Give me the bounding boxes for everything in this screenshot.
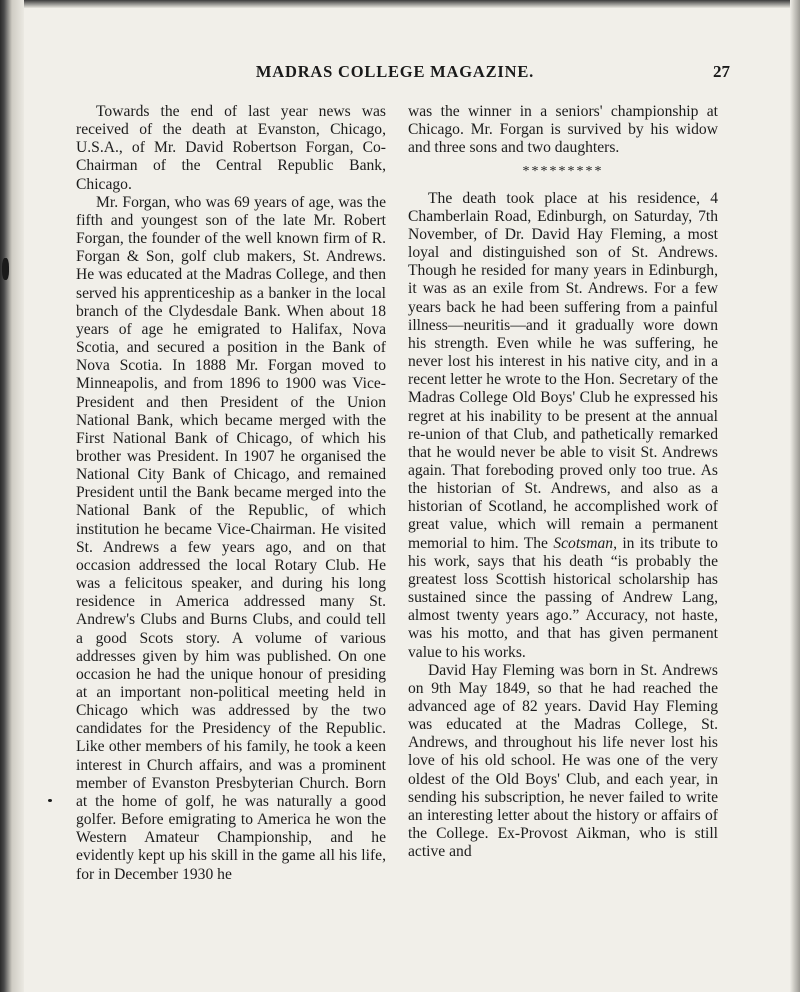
page-right-edge (790, 0, 800, 992)
forgan-biography-paragraph: Mr. Forgan, who was 69 years of age, was the fifth and youngest son of the late Mr. Robert Forgan, the founder of the well known firm of R. Forgan & Son, golf club makers, St. Andrews. He was educated at the Madras College, and then served his apprenticeship as a banker in the local branch of the Clydesdale Bank. When about 18 years of age he emigrated to Halifax, Nova Scotia, and secured a position in the Bank of Nova Scotia. In 1888 Mr. Forgan moved to Minneapolis, and from 1896 to 1900 was Vice-President and then President of the Union National Bank, which became merged with the First National Bank of Chicago, of which his brother was President. In 1907 he organised the National City Bank of Chicago, and remained President until the Bank became merged into the National Bank of the Republic, of which institution he became Vice-Chairman. He visited St. Andrews a few years ago, and on that occasion addressed the local Rotary Club. He was a felicitous speaker, and during his long residence in America addressed many St. Andrew's Clubs and Burns Clubs, and could tell a good Scots story. A volume of various addresses given by him was published. On one occasion he had the unique honour of presiding at an important non-political meeting held in Chicago which was addressed by the two candidates for the Presidency of the Republic. Like other members of his family, he took a keen interest in Church affairs, and was a prominent member of Evanston Presbyterian Church. Born at the home of golf, he was naturally a good golfer. Before emigrating to America he won the Western Amateur Championship, and he evidently kept up his skill in the game all his life, for in December 1930 he (76, 193, 386, 883)
magazine-title: MADRAS COLLEGE MAGAZINE. (255, 62, 535, 81)
fleming-biography-paragraph: David Hay Fleming was born in St. Andrews on 9th May 1849, so that he had reached the advanced age of 82 years. David Hay Fleming was educated at the Madras College, St. Andrews, and throughout his life never lost his love of his old school. He was one of the very oldest of the Old Boys' Club, and each year, in sending his subscription, he never failed to write an interesting letter about the history or affairs of the College. Ex-Provost Aikman, who is still active and (408, 661, 718, 861)
forgan-continued-paragraph: was the winner in a seniors' championship at Chicago. Mr. Forgan is survived by his widow and three sons and two daughters. (408, 103, 718, 157)
ink-smudge (2, 258, 9, 280)
left-column (76, 103, 386, 884)
ink-speck (48, 799, 52, 802)
page-top-edge (0, 0, 800, 8)
fleming-text-after: in its tribute to his work, says that his death “is probably the greatest loss Scottish historical scholarship has sustained since the passing of Andrew Lang, almost twenty years ago.” Accuracy, not haste, was his motto, and that has given permanent value to his works. (408, 534, 718, 661)
running-header (60, 62, 730, 86)
book-spine-shadow (0, 0, 24, 992)
fleming-death-paragraph (408, 190, 718, 662)
page-number: 27 (713, 62, 730, 81)
right-column (408, 103, 718, 861)
scotsman-italic: Scotsman, (553, 534, 617, 552)
fleming-text-before: The death took place at his residence, 4 Chamberlain Road, Edinburgh, on Saturday, 7th November, of Dr. David Hay Fleming, a most loyal and distinguished son of St. Andrews. Though he resided for many years in Edinburgh, it was as an exile from St. Andrews. For a few years back he had been suffering from a painful illness—neuritis—and it gradually wore down his strength. Even while he was suffering, he never lost his interest in his native city, and in a recent letter he wrote to the Hon. Secretary of the Madras College Old Boys' Club he expressed his regret at his inability to be present at the annual re-union of that Club, and pathetically remarked that he would never be able to visit St. Andrews again. That foreboding proved only too true. As the historian of St. Andrews, and also as a historian of Scotland, he accomplished work of great value, which will remain a permanent memorial to him. The (408, 189, 718, 552)
forgan-intro-paragraph: Towards the end of last year news was received of the death at Evanston, Chicago, U.S.A., of Mr. David Robertson Forgan, Co-Chairman of the Central Republic Bank, Chicago. (76, 103, 386, 193)
section-separator: ********* (522, 164, 604, 180)
